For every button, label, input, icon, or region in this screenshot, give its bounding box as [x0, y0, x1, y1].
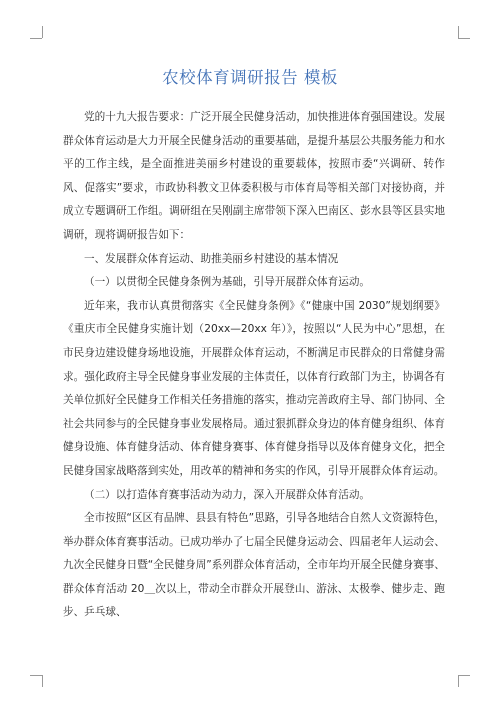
- section-heading: 一、发展群众体育运动、助推美丽乡村建设的基本情况: [84, 252, 339, 265]
- crop-mark-top-right-v: [458, 26, 459, 38]
- body-paragraph-1: 近年来，我市认真贯彻落实《全民健身条例》《“健康中国 2030”规划纲要》《重庆市全民健身实施计划（20xx—20xx 年）》，按照以“人民为中心”思想，在市民身边建设健身场地设施，开展群众体育运动，不断满足市民群众的日常健身需求。强化政府主导全民健身事业发展的主体责任，以体育行政部门为主，协调各有关单位抓好全民健身工作相关任务措施的落实，推动完善政府主导、部门协同、全社会共同参与的全民健身事业发展格局。通过狠抓群众身边的体育健身组织、体育健身设施、体育健身活动、体育健身赛事、体育健身指导以及体育健身文化，把全民健身国家战略落到实处，用改革的精神和务实的作风，引导开展群众体育运动。: [63, 299, 445, 477]
- crop-mark-top-left-h: [30, 38, 42, 39]
- intro-paragraph: 党的十九大报告要求：广泛开展全民健身活动，加快推进体育强国建设。发展群众体育运动是大力开展全民健身活动的重要基础，是提升基层公共服务能力和水平的工作主线，是全面推进美丽乡村建设的重要载体，按照市委“兴调研、转作风、促落实”要求，市政协科教文卫体委积极与市体育局等相关部门对接协商，并成立专题调研工作组。调研组在吴刚副主席带领下深入巴南区、彭水县等区县实地调研，现将调研报告如下：: [63, 111, 445, 241]
- subsection-heading-2: （二）以打造体育赛事活动为动力，深入开展群众体育活动。: [84, 488, 371, 501]
- document-body: [63, 106, 445, 625]
- crop-mark-bottom-left-v: [42, 675, 43, 687]
- crop-mark-bottom-left-h: [30, 675, 42, 676]
- document-title: 农校体育调研报告 模板: [162, 68, 338, 87]
- crop-mark-top-right-h: [458, 38, 470, 39]
- subsection-heading-1: （一）以贯彻全民健身条例为基础，引导开展群众体育运动。: [84, 276, 371, 289]
- body-paragraph-2: 全市按照“区区有品牌、县县有特色”思路，引导各地结合自然人文资源特色，举办群众体育赛事活动。已成功举办了七届全民健身运动会、四届老年人运动会、九次全民健身日暨“全民健身周”系列群众体育活动，全市年均开展全民健身赛事、群众体育活动 20＿次以上，带动全市群众开展登山、游泳、太极拳、健步走、跑步、乒乓球、: [63, 512, 445, 619]
- crop-mark-top-left-v: [42, 26, 43, 38]
- crop-mark-bottom-right-v: [458, 675, 459, 687]
- crop-mark-bottom-right-h: [458, 675, 470, 676]
